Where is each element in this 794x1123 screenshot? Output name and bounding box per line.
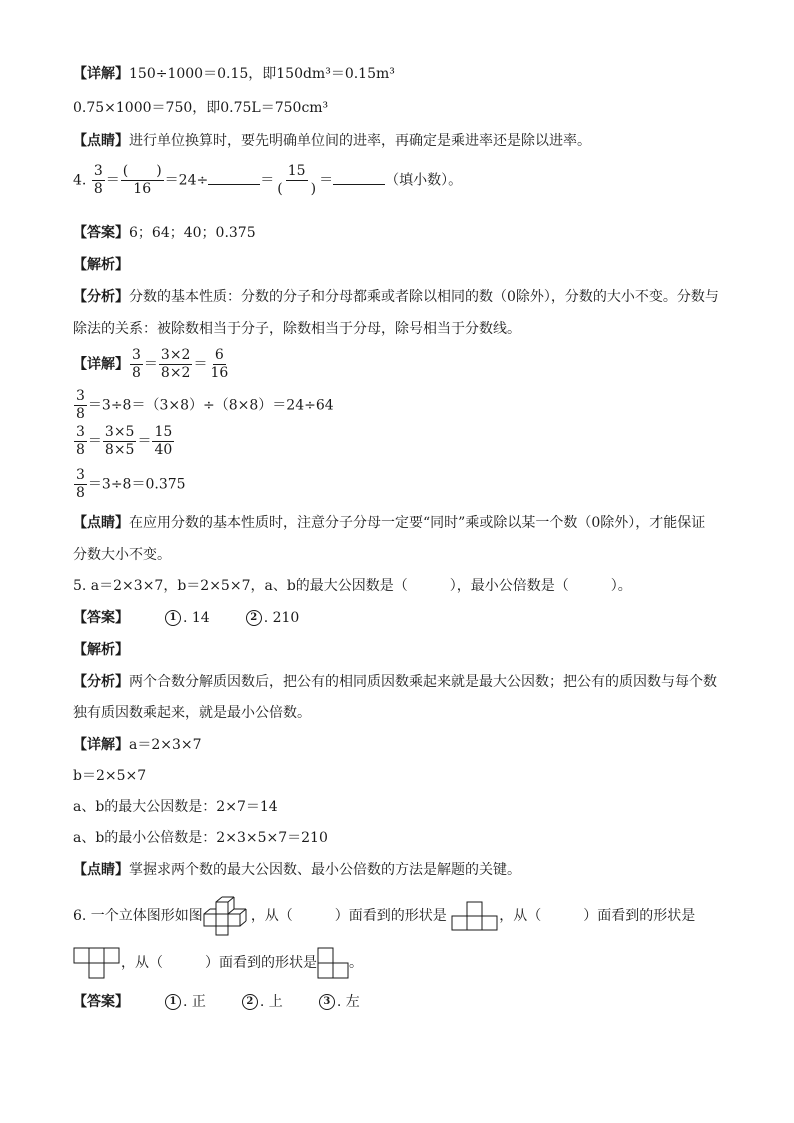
- circled-number: 2: [246, 610, 262, 626]
- question-6: 6. 一个立体图形如图 ，从（ ）面看到的形状是 ，从（ ）面看到的形状是: [73, 896, 695, 936]
- detail-line-q5-4: a、b的最小公倍数是：2×3×5×7＝210: [73, 830, 328, 846]
- analysis-line-1: 【分析】分数的基本性质：分数的分子和分母都乘或者除以相同的数（0除外），分数的大小不变。分数与: [73, 289, 719, 305]
- detail-text: 150÷1000＝0.15，即150dm³＝0.15m³: [129, 66, 395, 82]
- detail-line-q5: 【详解】a＝2×3×7: [73, 737, 202, 753]
- analysis-line-q5-2: 独有质因数乘起来，就是最小公倍数。: [73, 705, 311, 721]
- front-view-icon: [451, 901, 499, 931]
- answer-line: [73, 223, 256, 243]
- detail-equation-3: $\frac{3}{8}$ ＝ $\frac{3\times 5}{8\times 5}$ ＝ $\frac{15}{40}$: [76, 424, 173, 458]
- circled-number: 2: [242, 994, 258, 1010]
- note-line-q5: 【点睛】掌握求两个数的最大公因数、最小公倍数的方法是解题的关键。: [73, 862, 521, 878]
- question-number: 4.: [73, 172, 87, 189]
- answer-text: 6；64；40；0.375: [129, 225, 256, 241]
- note-tag: 【点睛】: [73, 133, 129, 149]
- fraction-blank-2: $\frac{15}{( )}$: [277, 163, 317, 197]
- left-view-icon: [317, 947, 349, 979]
- detail-line-q5-3: a、b的最大公因数是：2×7＝14: [73, 799, 278, 815]
- answer-tag: 【答案】: [73, 225, 129, 241]
- detail-equation-1: 【详解】 $\frac{3}{8}$ ＝ $\frac{3\times 2}{8\times 2}$ ＝ $\frac{6}{16}$: [73, 347, 229, 381]
- analysis-tag: 【解析】: [73, 257, 129, 273]
- detail-equation-2: $\frac{3}{8}$ ＝3÷8＝（3×8）÷（8×8）＝24÷64: [76, 388, 334, 422]
- solid-figure-icon: [203, 896, 251, 936]
- answer-blank[interactable]: [208, 170, 260, 185]
- detail-line-q5-2: b＝2×5×7: [73, 768, 147, 784]
- answer-blank-2[interactable]: [333, 170, 385, 185]
- circled-number: 1: [165, 610, 181, 626]
- note-line: [73, 131, 591, 151]
- answer-line-q6: 【答案】 1 . 正 2 . 上 3 . 左: [73, 994, 360, 1010]
- note-text: 进行单位换算时，要先明确单位间的进率，再确定是乘进率还是除以进率。: [129, 133, 591, 149]
- detail-tag: 【详解】: [73, 66, 129, 82]
- circled-number: 1: [165, 994, 181, 1010]
- top-view-icon: [73, 947, 121, 979]
- question-6-line-2: ，从（ ）面看到的形状是 。: [73, 946, 363, 980]
- analysis-line-2: 除法的关系：被除数相当于分子，除数相当于分母，除号相当于分数线。: [73, 321, 521, 337]
- analysis-line-q5-1: 【分析】两个合数分解质因数后，把公有的相同质因数乘起来就是最大公因数；把公有的质因数与每个数: [73, 674, 717, 690]
- note-line-q4: 【点睛】在应用分数的基本性质时，注意分子分母一定要“同时”乘或除以某一个数（0除外），才能保证: [73, 515, 706, 531]
- fraction-blank: $\frac{( )}{16}$: [122, 163, 162, 197]
- circled-number: 3: [319, 994, 335, 1010]
- detail-line: [73, 64, 395, 84]
- detail-line-2: 0.75×1000＝750，即0.75L＝750cm³: [73, 100, 329, 116]
- question-4: 4. $\frac{3}{8}$ ＝ $\frac{( )}{16}$ ＝24÷ ＝ $\frac{15}{( )}$ ＝ （填小数）。: [73, 163, 463, 197]
- analysis-tag-q5: 【解析】: [73, 642, 129, 658]
- note-line-q4-2: 分数大小不变。: [73, 547, 171, 563]
- detail-equation-4: $\frac{3}{8}$ ＝3÷8＝0.375: [76, 467, 186, 501]
- fraction: $\frac{3}{8}$: [93, 163, 103, 197]
- answer-line-q5: 【答案】 1 . 14 2 . 210: [73, 610, 300, 626]
- question-5: 5. a＝2×3×7，b＝2×5×7，a、b的最大公因数是（ ），最小公倍数是（ ）。: [73, 578, 632, 594]
